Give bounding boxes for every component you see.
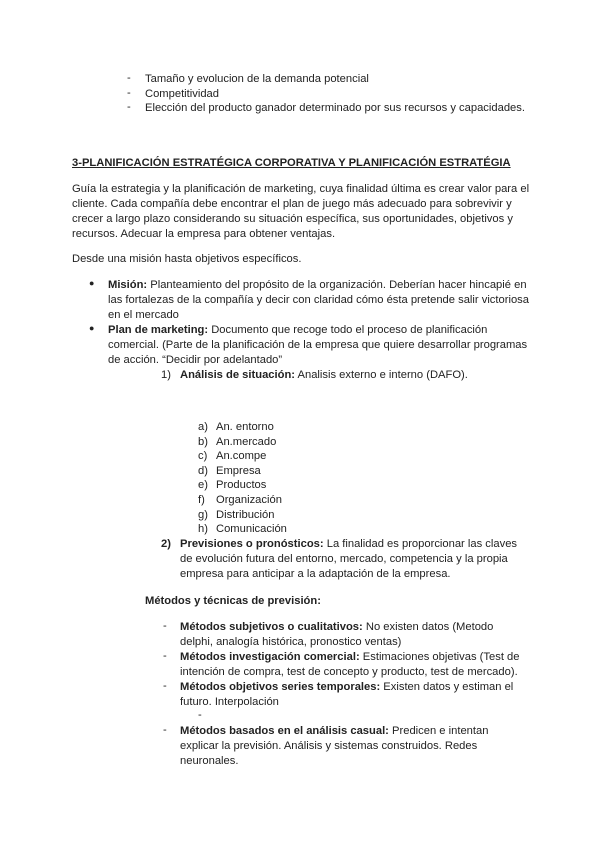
list-item: Tamaño y evolucion de la demanda potencial (145, 73, 369, 85)
dash-marker: - (163, 724, 167, 736)
mision-intro: Desde una misión hasta objetivos específicos. (72, 253, 302, 265)
dash-marker: - (163, 680, 167, 692)
method-item (180, 620, 493, 634)
step-number: 2) (161, 538, 171, 550)
bullet-text: las fortalezas de la compañía y decir con claridad cómo ésta pretende salir victoriosa (108, 294, 529, 306)
bullet-marker: ● (89, 278, 95, 288)
sub-item: Empresa (216, 465, 261, 477)
list-item: Elección del producto ganador determinado por sus recursos y capacidades. (145, 102, 525, 114)
dash-marker: - (163, 620, 167, 632)
step-number: 1) (161, 369, 171, 381)
sub-letter: f) (198, 494, 205, 506)
intro-line: crecer a largo plazo considerando su situación específica, sus oportunidades, objetivos y (72, 213, 513, 225)
method-label: Métodos objetivos series temporales: (180, 681, 381, 693)
sub-letter: d) (198, 465, 208, 477)
method-text: Existen datos y estiman el (380, 681, 514, 693)
sub-item: Productos (216, 479, 267, 491)
bullet-text: Planteamiento del propósito de la organización. Deberían hacer hincapié en (147, 279, 527, 291)
intro-line: cliente. Cada compañía debe encontrar el plan de juego más adecuado para sobrevivir y (72, 198, 512, 210)
method-text: Estimaciones objetivas (Test de (359, 651, 520, 663)
dash-marker: - (127, 87, 131, 99)
method-text: delphi, analogía histórica, pronostico ventas) (180, 636, 402, 648)
sub-letter: b) (198, 436, 208, 448)
method-text: futuro. Interpolación (180, 696, 279, 708)
step-text: La finalidad es proporcionar las claves (323, 538, 518, 550)
sub-item: Organización (216, 494, 282, 506)
method-text: intención de compra, test de concepto y producto, test de mercado). (180, 666, 518, 678)
dash-marker: - (198, 709, 202, 721)
section-heading: 3-PLANIFICACIÓN ESTRATÉGICA CORPORATIVA Y PLANIFICACIÓN ESTRATÉGIA (72, 157, 511, 169)
bullet-text: en el mercado (108, 309, 179, 321)
method-item (180, 650, 519, 664)
bullet-marker: ● (89, 323, 95, 333)
sub-letter: h) (198, 523, 208, 535)
bullet-text: comercial. (Parte de la planificación de la empresa que quiere desarrollar programas (108, 339, 528, 351)
step-2 (180, 537, 517, 551)
dash-marker: - (127, 72, 131, 84)
step-text: Analisis externo e interno (DAFO). (295, 369, 468, 381)
sub-item: An.compe (216, 450, 267, 462)
list-item: Competitividad (145, 88, 219, 100)
method-label: Métodos investigación comercial: (180, 651, 360, 663)
step-1 (180, 368, 468, 382)
sub-letter: e) (198, 479, 208, 491)
method-text: Predicen e intentan (388, 725, 489, 737)
sub-item: An.mercado (216, 436, 277, 448)
dash-marker: - (163, 650, 167, 662)
dash-marker: - (127, 101, 131, 113)
method-text: neuronales. (180, 755, 239, 767)
step-label: Análisis de situación: (180, 369, 296, 381)
method-item (180, 724, 488, 738)
method-item (180, 680, 513, 694)
bullet-mision (108, 278, 527, 292)
method-text: No existen datos (Metodo (362, 621, 494, 633)
bullet-label: Plan de marketing: (108, 324, 209, 336)
sub-item: Distribución (216, 509, 275, 521)
step-text: empresa para anticipar a la adaptación de la empresa. (180, 568, 451, 580)
bullet-plan (108, 323, 487, 337)
method-label: Métodos basados en el análisis casual: (180, 725, 389, 737)
bullet-label: Misión: (108, 279, 148, 291)
methods-title: Métodos y técnicas de previsión: (145, 595, 321, 607)
bullet-text: Documento que recoge todo el proceso de planificación (208, 324, 488, 336)
sub-letter: g) (198, 509, 208, 521)
method-text: explicar la previsión. Análisis y sistemas construidos. Redes (180, 740, 478, 752)
intro-line: recursos. Adecuar la empresa para obtener ventajas. (72, 228, 336, 240)
step-label: Previsiones o pronósticos: (180, 538, 324, 550)
sub-letter: a) (198, 421, 208, 433)
sub-letter: c) (198, 450, 208, 462)
step-text: de evolución futura del entorno, mercado, competencia y la propia (180, 553, 508, 565)
sub-item: An. entorno (216, 421, 274, 433)
method-label: Métodos subjetivos o cualitativos: (180, 621, 363, 633)
intro-line: Guía la estrategia y la planificación de marketing, cuya finalidad última es crear valor para el (72, 183, 530, 195)
sub-item: Comunicación (216, 523, 287, 535)
bullet-text: de acción. “Decidir por adelantado” (108, 354, 283, 366)
